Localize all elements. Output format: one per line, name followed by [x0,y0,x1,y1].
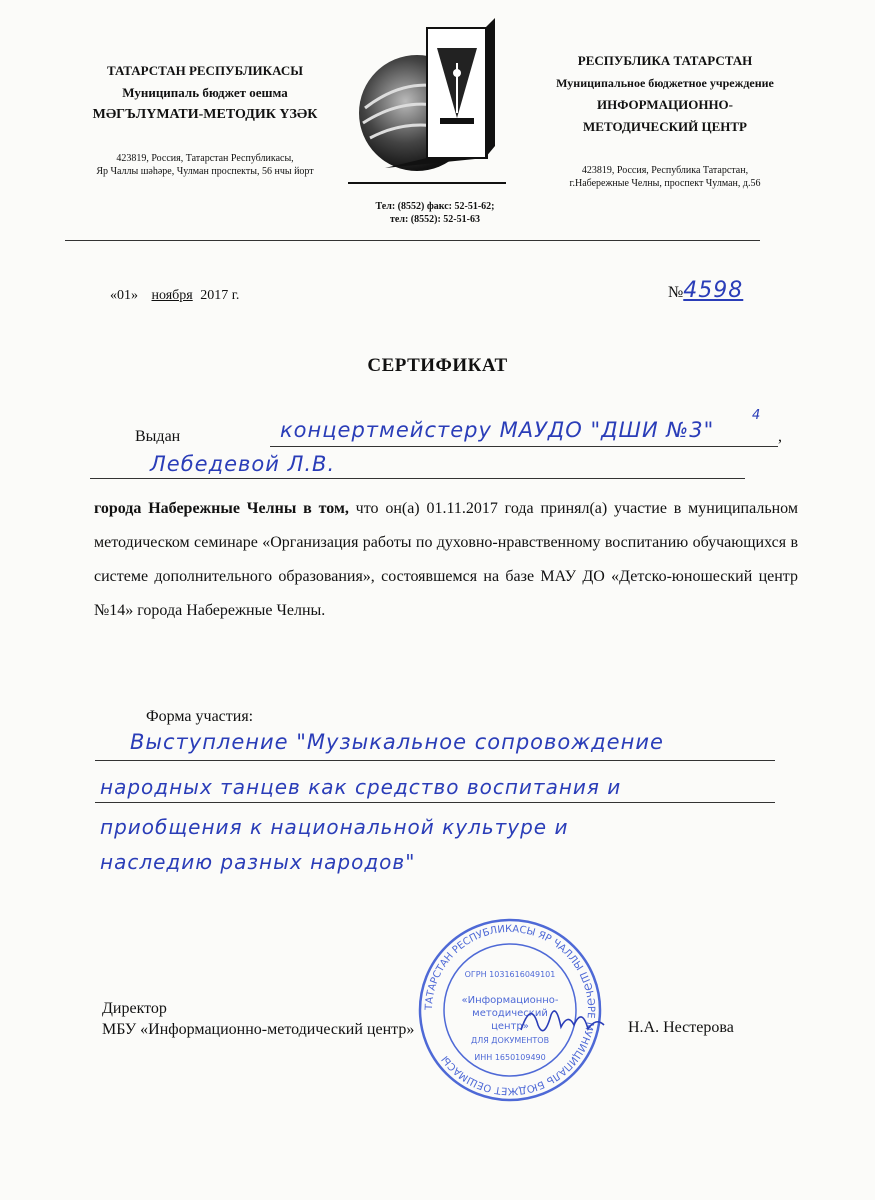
stamp-outer-text: ТАТАРСТАН РЕСПУБЛИКАСЫ ЯР ЧАЛЛЫ ШӘҺӘРЕ МУНИЦИПАЛЬ БЮДЖЕТ ОЕШМАСЫ [423,923,597,1097]
issued-hand2: Лебедевой Л.В. [150,452,336,476]
globe-pen-logo-icon [345,18,505,178]
stamp-inn: ИНН 1650109490 [474,1053,546,1062]
body-bold: города Набережные Челны в том, [94,500,349,517]
stamp-center3: центр» [491,1021,529,1032]
header-right-addr1: 423819, Россия, Республика Татарстан, [581,165,749,176]
participation-hand-3: наследию разных народов" [100,850,416,874]
issued-comma: , [778,428,782,445]
header-right [520,50,810,190]
issued-line2 [90,478,745,479]
number-label: № [668,284,684,301]
signature-scribble-icon [516,995,606,1045]
doc-number [668,278,743,303]
page-title: СЕРТИФИКАТ [367,355,508,376]
header-left-addr2: Яр Чаллы шәһәре, Чулман проспекты, 56 нчы йорт [96,166,314,177]
header-left [60,60,350,178]
issued-hand1-super: 4 [752,408,762,423]
participation-label: Форма участия: [146,708,254,725]
participation-line-1 [95,802,775,803]
phone-block [350,200,520,226]
signature-role1: Директор [102,1000,167,1017]
header-right-line2: Муниципальное бюджетное учреждение [556,76,774,90]
signature-role2: МБУ «Информационно-методический центр» [102,1021,415,1038]
body-paragraph [94,492,798,628]
stamp-center2: методический [472,1008,548,1019]
participation-hand-0: Выступление "Музыкальное сопровождение [130,730,664,754]
header-divider [65,240,760,241]
logo [345,18,505,178]
signature-role [102,998,414,1040]
header-left-line1: ТАТАРСТАН РЕСПУБЛИКАСЫ [107,63,303,78]
date-year: 2017 г. [200,288,240,303]
stamp-center1: «Информационно- [461,995,559,1006]
phone-line2: тел: (8552): 52-51-63 [390,214,480,225]
header-left-line3: МӘГЪЛҮМАТИ-МЕТОДИК ҮЗӘК [92,107,318,122]
header-left-addr1: 423819, Россия, Татарстан Республикасы, [116,153,294,164]
header-right-line3: ИНФОРМАЦИОННО- [596,97,733,112]
body-rest: что он(а) 01.11.2017 года принял(а) участие в муниципальном методическом семинаре «Организация работы по духовно-нравственному воспитанию обучающихся в системе дополнительного образования», состоявшемся на базе МАУ ДО «Детско-юношеский центр №14» города Набережные Челны. [94,500,798,619]
issued-label: Выдан [135,428,181,445]
header-left-line2: Муниципаль бюджет оешма [122,85,288,100]
date-month: ноября [151,288,193,303]
issued-hand1: концертмейстеру МАУДО "ДШИ №3" [280,418,715,442]
header-right-addr2: г.Набережные Челны, проспект Чулман, д.56 [569,178,761,189]
stamp-ogrn: ОГРН 1031616049101 [464,970,556,979]
date-day: «01» [110,288,138,303]
header-right-line4: МЕТОДИЧЕСКИЙ ЦЕНТР [583,119,747,134]
signature-name: Н.А. Нестерова [628,1019,734,1036]
issued-line1 [270,446,778,447]
stamp-docs: ДЛЯ ДОКУМЕНТОВ [470,1036,550,1045]
date [110,288,239,304]
logo-underline [348,182,506,184]
header-right-line1: РЕСПУБЛИКА ТАТАРСТАН [577,53,753,68]
participation-hand-2: приобщения к национальной культуре и [100,815,569,839]
phone-line1: Тел: (8552) факс: 52-51-62; [375,201,495,212]
handwritten-signature [516,995,606,1045]
participation-line-0 [95,760,775,761]
participation-hand-1: народных танцев как средство воспитания и [100,775,622,799]
number-value: 4598 [683,278,744,303]
